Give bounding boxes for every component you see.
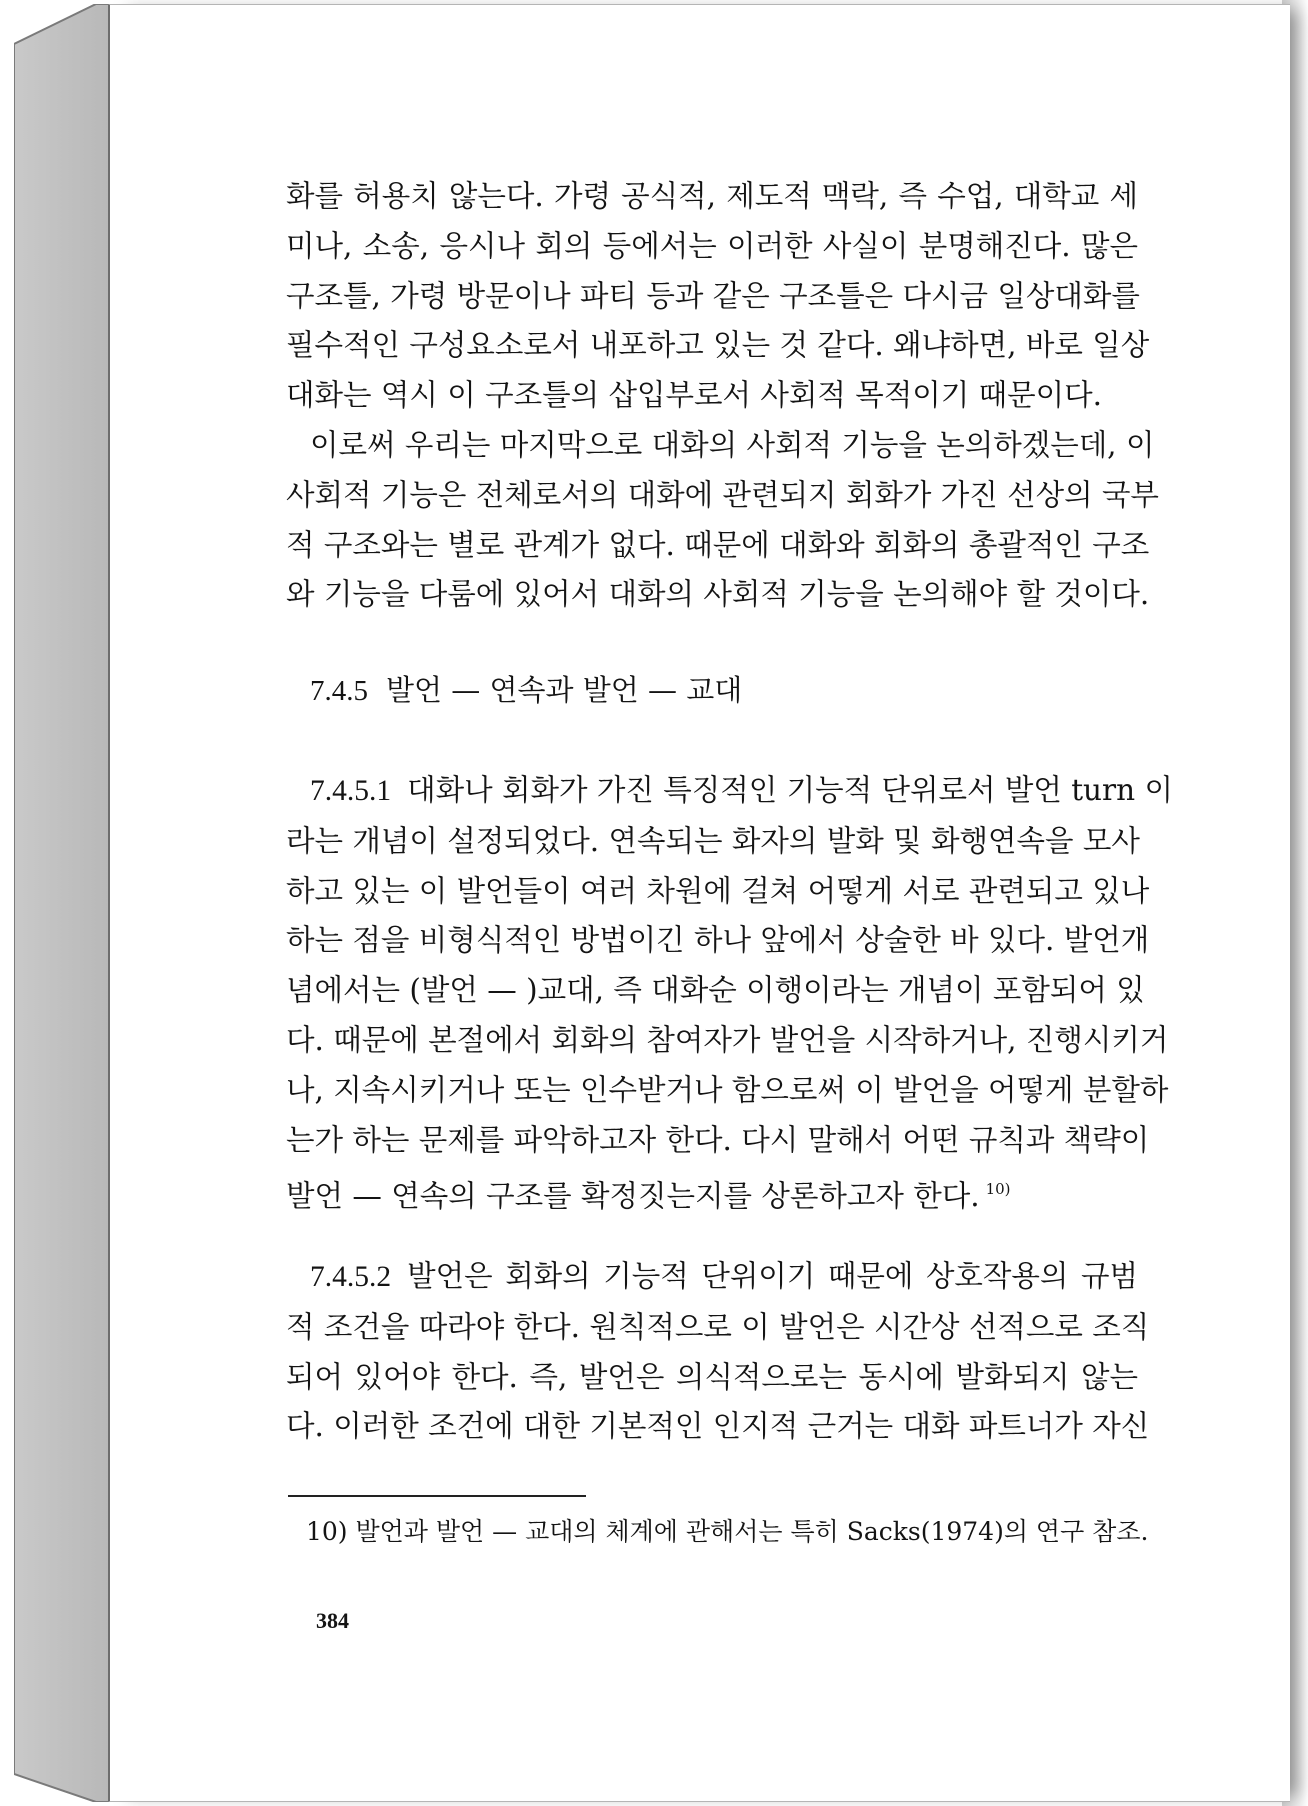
text-line: 념에서는 (발언 — )교대, 즉 대화순 이행이라는 개념이 포함되어 있 — [286, 973, 1145, 1008]
paragraph-1 — [286, 172, 1150, 421]
text-line: 적 조건을 따라야 한다. 원칙적으로 이 발언은 시간상 선적으로 조직 — [286, 1309, 1150, 1344]
subsection-first-line: 발언은 회화의 기능적 단위이기 때문에 상호작용의 규범 — [407, 1259, 1138, 1293]
last-line-text: 발언 — 연속의 구조를 확정짓는지를 상론하고자 한다. — [286, 1179, 980, 1214]
text-line — [286, 766, 1174, 817]
subsection-7-4-5-1 — [286, 766, 1174, 1222]
subsection-2-paragraph — [286, 1252, 1150, 1452]
text-line: 되어 있어야 한다. 즉, 발언은 의식적으로는 동시에 발화되지 않는 — [286, 1359, 1138, 1394]
footnote: 10) 발언과 발언 — 교대의 체계에 관해서는 특히 Sacks(1974)의 연구 참조. — [306, 1517, 1149, 1546]
text-line — [286, 1252, 1138, 1303]
section-number: 7.4.5 — [310, 675, 368, 707]
text-line: 필수적인 구성요소로서 내포하고 있는 것 같다. 왜냐하면, 바로 일상 — [286, 328, 1150, 363]
paragraph-2 — [286, 421, 1159, 620]
subsection-7-4-5-2 — [286, 1252, 1150, 1452]
section-title: 발언 — 연속과 발언 — 교대 — [386, 673, 743, 707]
text-line: 는가 하는 문제를 파악하고자 한다. 다시 말해서 어떤 규칙과 책략이 — [286, 1122, 1150, 1157]
text-line: 이로써 우리는 마지막으로 대화의 사회적 기능을 논의하겠는데, 이 — [310, 427, 1155, 462]
text-line: 다. 때문에 본절에서 회화의 참여자가 발언을 시작하거나, 진행시키거 — [286, 1022, 1169, 1057]
text-line: 대화는 역시 이 구조틀의 삽입부로서 사회적 목적이기 때문이다. — [286, 378, 1102, 413]
footnote-divider — [288, 1495, 586, 1497]
text-line: 적 구조와는 별로 관계가 없다. 때문에 대화와 회화의 총괄적인 구조 — [286, 527, 1150, 562]
text-line: 다. 이러한 조건에 대한 기본적인 인지적 근거는 대화 파트너가 자신 — [286, 1409, 1150, 1444]
text-line — [286, 1165, 1138, 1222]
text-line: 사회적 기능은 전체로서의 대화에 관련되지 회화가 가진 선상의 국부 — [286, 477, 1159, 512]
text-line: 하는 점을 비형식적인 방법이긴 하나 앞에서 상술한 바 있다. 발언개 — [286, 923, 1150, 958]
text-line: 와 기능을 다룸에 있어서 대화의 사회적 기능을 논의해야 할 것이다. — [286, 577, 1150, 612]
text-line: 화를 허용치 않는다. 가령 공식적, 제도적 맥락, 즉 수업, 대학교 세 — [286, 179, 1138, 213]
section-heading — [310, 668, 742, 709]
text-line: 미나, 소송, 응시나 회의 등에서는 이러한 사실이 분명해진다. 많은 — [286, 228, 1138, 263]
text-line: 라는 개념이 설정되었다. 연속되는 화자의 발화 및 화행연속을 모사 — [286, 823, 1140, 858]
subsection-number: 7.4.5.1 — [310, 775, 392, 807]
subsection-number: 7.4.5.2 — [310, 1261, 392, 1293]
text-line: 하고 있는 이 발언들이 여러 차원에 걸쳐 어떻게 서로 관련되고 있나 — [286, 873, 1150, 908]
text-line: 구조틀, 가령 방문이나 파티 등과 같은 구조틀은 다시금 일상대화를 — [286, 278, 1140, 313]
text-line: 나, 지속시키거나 또는 인수받거나 함으로써 이 발언을 어떻게 분할하 — [286, 1072, 1169, 1107]
page-number: 384 — [316, 1608, 349, 1633]
footnote-reference: 10) — [985, 1180, 1011, 1199]
book-spine — [14, 4, 110, 1802]
subsection-1-paragraph — [286, 766, 1174, 1222]
paragraph-block-top — [286, 172, 1159, 620]
subsection-first-line: 대화나 회화가 가진 특징적인 기능적 단위로서 발언 turn 이 — [407, 773, 1174, 807]
